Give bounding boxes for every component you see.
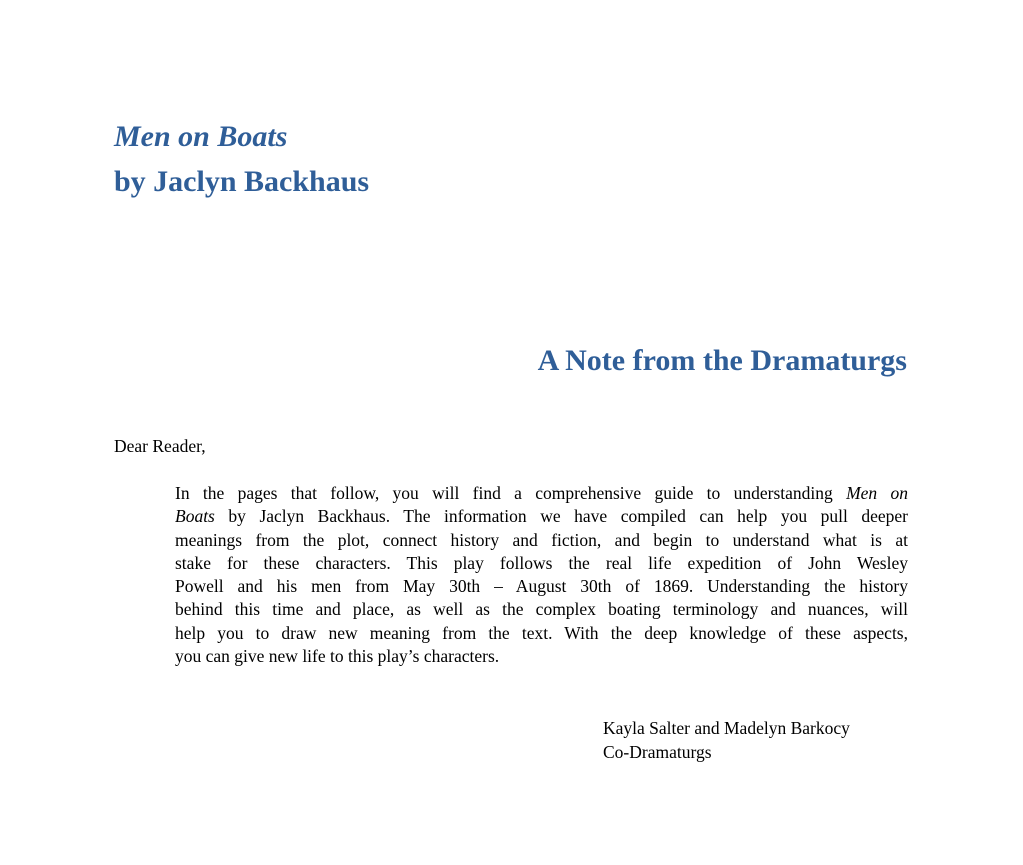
play-title: Men on Boats <box>114 120 288 153</box>
body-line: behind this time and place, as well as the complex boating terminology and nuances, will <box>175 599 908 620</box>
signature-names: Kayla Salter and Madelyn Barkocy <box>603 718 850 738</box>
letter-body <box>175 482 908 668</box>
body-line: meanings from the plot, connect history and fiction, and begin to understand what is at <box>175 529 908 550</box>
italic-title: Men on <box>846 483 908 503</box>
text: by Jaclyn Backhaus. The information we have compiled can help you pull deeper <box>214 506 908 527</box>
author-line: by Jaclyn Backhaus <box>114 165 370 198</box>
body-line: Powell and his men from May 30th – August 30th of 1869. Understanding the history <box>175 576 908 597</box>
section-heading: A Note from the Dramaturgs <box>537 344 907 377</box>
signature-role: Co-Dramaturgs <box>603 742 712 762</box>
body-line: stake for these characters. This play follows the real life expedition of John Wesley <box>175 552 908 573</box>
body-line: help you to draw new meaning from the text. With the deep knowledge of these aspects, <box>175 622 908 643</box>
body-line <box>175 505 908 528</box>
text: In the pages that follow, you will find a comprehensive guide to understanding <box>175 483 847 503</box>
body-line <box>175 482 908 505</box>
italic-title: Boats <box>175 506 215 527</box>
salutation: Dear Reader, <box>114 436 206 456</box>
signature <box>603 716 850 764</box>
body-line: you can give new life to this play’s characters. <box>175 646 500 667</box>
